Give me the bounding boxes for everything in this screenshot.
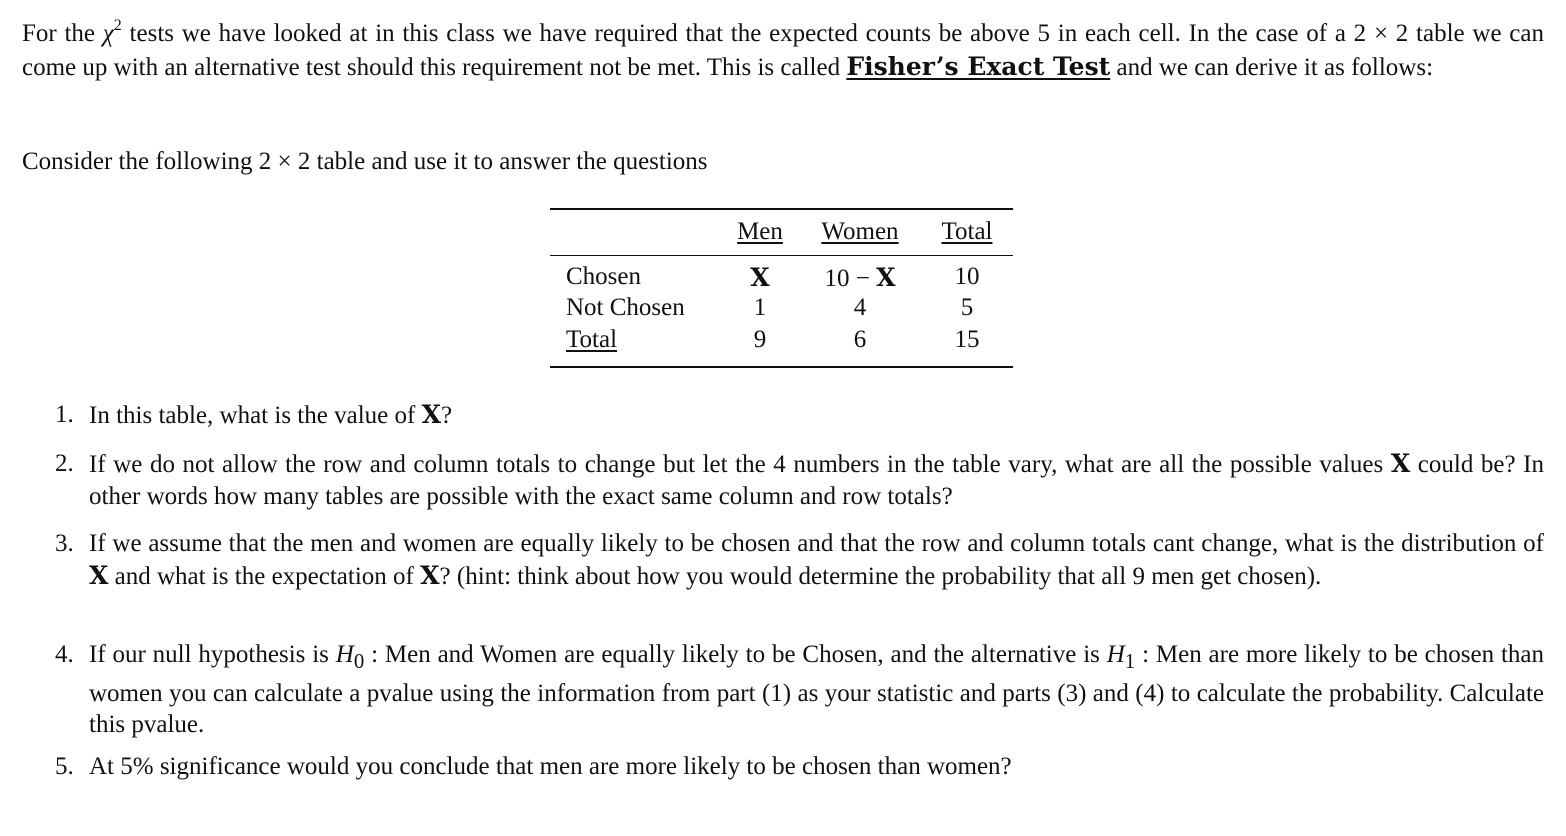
cell-not-chosen-men: 1 [753, 294, 767, 321]
question-number: 2. [55, 450, 74, 477]
question-text-part: and what is the expectation of [108, 562, 421, 590]
cell-chosen-women-x: X [876, 263, 896, 292]
math-x: X [421, 400, 441, 429]
consider-paragraph: Consider the following 2 × 2 table and use it to answer the questions [22, 148, 708, 175]
fishers-exact-test-term: Fisher’s Exact Test [846, 51, 1111, 81]
question-number: 4. [55, 641, 74, 668]
math-x: X [89, 560, 109, 590]
question-text-part: In this table, what is the value of [89, 402, 422, 429]
question-text-part: ? (hint: think about how you would determine the probability that all 9 men get chosen). [439, 562, 1322, 590]
cell-chosen-women [815, 263, 905, 293]
question-text-part: If we do not allow the row and column totals to change but let the 4 numbers in the table vary, what are all the possible values [89, 451, 1391, 478]
math-h0: H [335, 641, 354, 668]
question-2 [55, 448, 1544, 512]
question-number: 1. [55, 401, 74, 428]
question-text-part: If our null hypothesis is [89, 641, 336, 668]
question-text-part: : Men are more likely to be chosen than women you can calculate a pvalue using the information from part (1) as your statistic and parts (3) and (4) to calculate the probability. Calculate this pvalue. [89, 641, 1544, 738]
question-text-part: could be? In other words how many tables are possible with the exact same column and row totals? [89, 451, 1544, 510]
intro-text-3: and we can derive it as follows: [1110, 53, 1434, 81]
question-number: 5. [55, 753, 74, 780]
question-text-part: At 5% significance would you conclude that men are more likely to be chosen than women? [89, 753, 1012, 780]
question-text-part: If we assume that the men and women are equally likely to be chosen and that the row and column totals cant change, what is the distribution of [89, 530, 1544, 557]
intro-paragraph [22, 18, 1544, 84]
cell-chosen-men: X [750, 263, 770, 292]
math-h0-subscript: 0 [353, 649, 365, 673]
row-label-chosen: Chosen [566, 263, 641, 290]
question-text-part: : Men and Women are equally likely to be Chosen, and the alternative is [364, 641, 1107, 668]
intro-text-2: tests we have looked at in this class we have required that the expected counts be above 5 in each cell. In the case of a 2 × 2 table we can come up with an alternative test should this requirement not be met. This is called [22, 20, 1544, 81]
contingency-table [550, 208, 1013, 368]
header-women: Women [821, 218, 899, 245]
cell-not-chosen-women: 4 [853, 294, 867, 321]
math-h1: H [1106, 641, 1125, 668]
question-text [89, 639, 1544, 741]
header-total: Total [941, 218, 993, 245]
cell-total-women: 6 [853, 326, 867, 353]
question-1 [55, 399, 1544, 432]
question-text [89, 751, 1544, 783]
question-text [89, 399, 1544, 432]
cell-total-total: 15 [954, 326, 980, 353]
header-men: Men [737, 218, 783, 245]
question-number: 3. [55, 530, 74, 557]
chi-symbol: χ [102, 20, 114, 47]
cell-chosen-total: 10 [954, 263, 980, 290]
cell-not-chosen-total: 5 [960, 294, 974, 321]
cell-chosen-women-prefix: 10 − [824, 265, 877, 292]
cell-total-men: 9 [753, 326, 767, 353]
question-3 [55, 528, 1544, 592]
intro-text-1: For the [22, 20, 103, 47]
math-h1-subscript: 1 [1124, 649, 1136, 673]
question-text-part: ? [440, 402, 453, 429]
math-x: X [420, 560, 440, 590]
math-x: X [1390, 449, 1411, 478]
row-label-not-chosen: Not Chosen [566, 294, 685, 321]
chi-superscript: 2 [113, 16, 122, 34]
question-5 [55, 751, 1544, 783]
question-4 [55, 639, 1544, 741]
row-label-total: Total [566, 326, 618, 353]
question-text [89, 448, 1544, 512]
question-text [89, 528, 1544, 592]
table-header-rule [550, 255, 1013, 256]
